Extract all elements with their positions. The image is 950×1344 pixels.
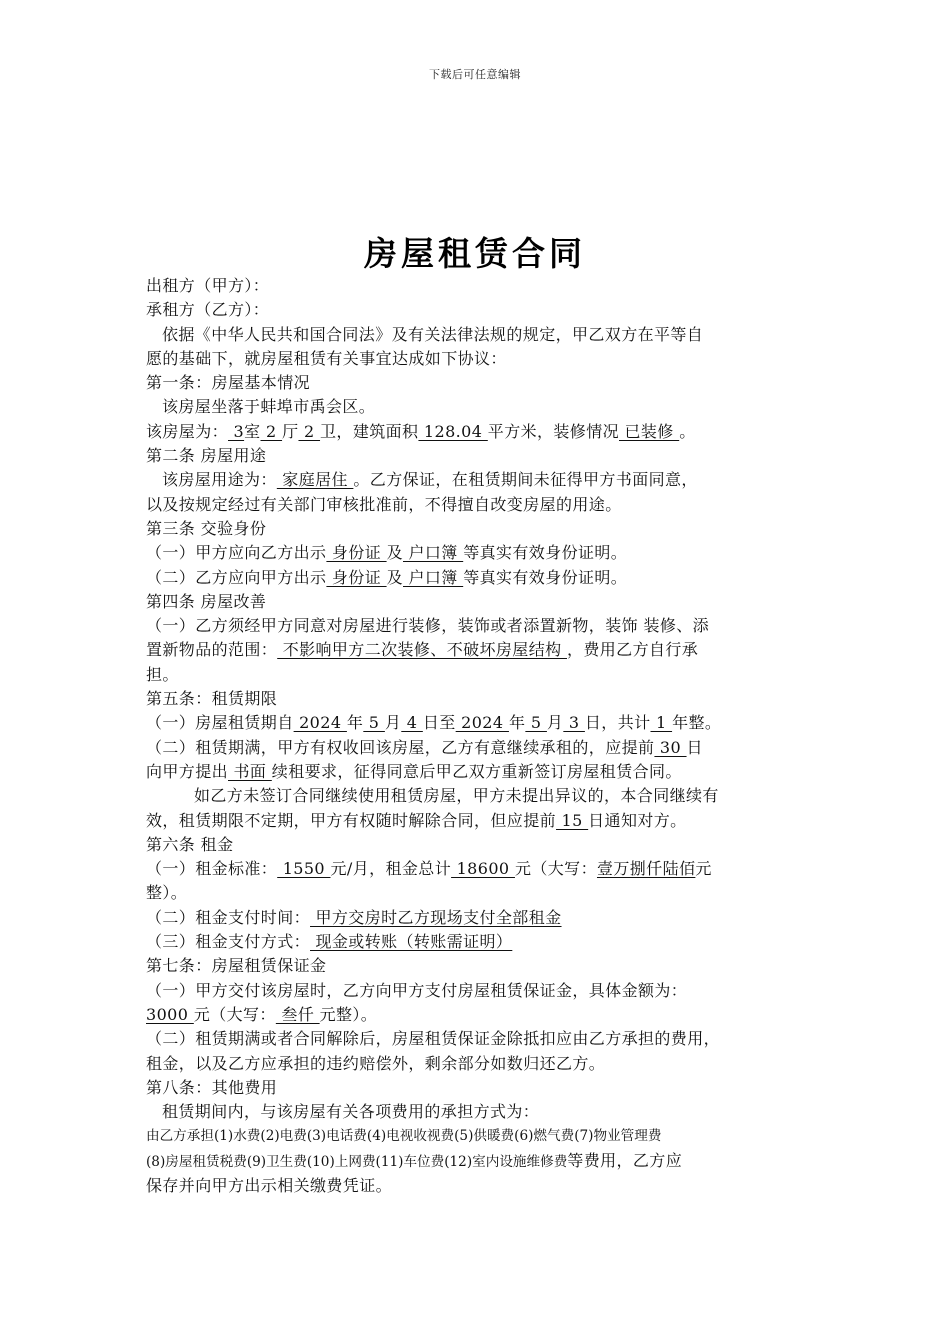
renewal-line-1 [146, 736, 818, 760]
fees-list: (8)房屋租赁税费(9)卫生费(10)上网费(11)车位费(12)室内设施维修费 [146, 1153, 568, 1170]
area-value: 128.04 [418, 421, 488, 441]
deposit-refund-line-2: 租金，以及乙方应承担的违约赔偿外，剩余部分如数归还乙方。 [146, 1053, 606, 1073]
rent-total-words: 壹万捌仟陆佰 [596, 859, 696, 879]
label: 元整）。 [319, 1004, 378, 1024]
label: 续租要求，征得同意后甲乙双方重新签订房屋租赁合同。 [271, 761, 682, 781]
label: （二）租金支付时间： [146, 907, 311, 927]
fees-line-2 [146, 1149, 818, 1174]
article-4-heading: 第四条 房屋改善 [146, 591, 267, 611]
intro-line-1: 依据《中华人民共和国合同法》及有关法律法规的规定，甲乙双方在平等自 [162, 324, 704, 344]
id-doc-2: 户口簿 [403, 543, 464, 563]
label: 年 [346, 713, 364, 733]
usage-line-2: 以及按规定经过有关部门审核批准前，不得擅自改变房屋的用途。 [146, 494, 622, 514]
document-title: 房屋租赁合同 [364, 234, 586, 273]
id-check-a [146, 541, 818, 565]
deposit-words: 叁仟 [275, 1004, 320, 1024]
intro-line-2: 愿的基础下，就房屋租赁有关事宜达成如下协议： [146, 348, 507, 368]
holdover-line-1: 如乙方未签订合同继续使用租赁房屋，甲方未提出异议的，本合同继续有 [194, 786, 719, 806]
label: ，费用乙方自行承 [566, 640, 699, 660]
label: 日通知对方。 [588, 810, 687, 830]
payment-method-line [146, 930, 818, 954]
id-check-b [146, 566, 818, 590]
label: 年整。 [672, 713, 722, 733]
property-location: 该房屋坐落于蚌埠市禹会区。 [162, 397, 376, 417]
label: 元（大写： [514, 859, 597, 879]
label: （二）租赁期满，甲方有权收回该房屋，乙方有意继续承租的，应提前 [146, 737, 655, 757]
label: 置新物品的范围： [146, 640, 278, 660]
label: 平方米，装修情况 [487, 421, 619, 441]
article-6-heading: 第六条 租金 [146, 834, 234, 854]
improvement-line-1: （一）乙方须经甲方同意对房屋进行装修，装饰或者添置新物，装饰 装修、添 [146, 616, 710, 636]
id-doc-1: 身份证 [326, 543, 387, 563]
article-7-heading: 第七条：房屋租赁保证金 [146, 956, 327, 976]
start-month: 5 [363, 713, 385, 733]
id-doc-1: 身份证 [326, 567, 387, 587]
decoration-value: 已装修 [619, 421, 680, 441]
deposit-line-1: （一）甲方交付该房屋时，乙方向甲方支付房屋租赁保证金，具体金额为： [146, 980, 688, 1000]
start-year: 2024 [293, 713, 347, 733]
renewal-line-2 [146, 760, 818, 784]
deposit-refund-line-1: （二）租赁期满或者合同解除后，房屋租赁保证金除抵扣应由乙方承担的费用， [146, 1029, 721, 1049]
party-b-line: 承租方（乙方）： [146, 300, 270, 320]
notice-days: 30 [654, 737, 687, 757]
label: 月 [546, 713, 564, 733]
fees-line-1: 由乙方承担(1)水费(2)电费(3)电话费(4)电视收视费(5)供暖费(6)燃气费(7)物业管理费 [146, 1128, 662, 1145]
label: 年 [508, 713, 526, 733]
label: 元（大写： [193, 1004, 276, 1024]
improvement-line-2 [146, 638, 818, 662]
label: （一）租金标准： [146, 859, 278, 879]
term-years: 1 [650, 713, 673, 733]
label: （二）乙方应向甲方出示 [146, 567, 327, 587]
article-1-heading: 第一条：房屋基本情况 [146, 373, 311, 393]
label: 元 [695, 859, 712, 879]
rent-monthly: 1550 [277, 859, 331, 879]
fees-line-3: 保存并向甲方出示相关缴费凭证。 [146, 1175, 393, 1195]
label: 日，共计 [584, 713, 651, 733]
label: 月 [384, 713, 402, 733]
label: 及 [386, 543, 403, 563]
id-doc-2: 户口簿 [403, 567, 464, 587]
end-month: 5 [525, 713, 547, 733]
deposit-amount: 3000 [146, 1004, 194, 1024]
contract-body [146, 274, 818, 1198]
lease-term-line [146, 711, 818, 735]
deposit-line-2 [146, 1003, 818, 1027]
termination-notice-days: 15 [556, 810, 589, 830]
improvement-scope: 不影响甲方二次装修、不破坏房屋结构 [277, 640, 567, 660]
article-2-heading: 第二条 房屋用途 [146, 446, 267, 466]
payment-time-line [146, 906, 818, 930]
article-5-heading: 第五条：租赁期限 [146, 689, 278, 709]
label: （一）房屋租赁期自 [146, 713, 294, 733]
rooms-value: 3 [228, 421, 245, 441]
halls-value: 2 [260, 421, 283, 441]
article-8-heading: 第八条：其他费用 [146, 1077, 278, 1097]
notice-form: 书面 [228, 761, 272, 781]
holdover-line-2 [146, 809, 818, 833]
label: 元/月，租金总计 [330, 859, 452, 879]
rent-total: 18600 [451, 859, 515, 879]
label: 等费用，乙方应 [567, 1150, 683, 1170]
rent-standard-line-2: 整）。 [146, 883, 188, 903]
label: 。乙方保证，在租赁期间未征得甲方书面同意， [353, 470, 698, 490]
improvement-line-3: 担。 [146, 664, 179, 684]
end-year: 2024 [455, 713, 509, 733]
label: 日至 [422, 713, 456, 733]
fees-intro: 租赁期间内，与该房屋有关各项费用的承担方式为： [162, 1102, 540, 1122]
property-layout-line [146, 420, 818, 444]
label: 。 [679, 421, 696, 441]
usage-line [146, 468, 818, 492]
payment-method: 现金或转账（转账需证明） [310, 932, 513, 952]
label: 该房屋为： [146, 421, 229, 441]
label: 该房屋用途为： [162, 470, 277, 490]
header-note: 下载后可任意编辑 [429, 68, 521, 81]
label: 室 [244, 421, 261, 441]
label: 向甲方提出 [146, 761, 229, 781]
label: 等真实有效身份证明。 [463, 543, 628, 563]
article-3-heading: 第三条 交验身份 [146, 518, 267, 538]
label: 等真实有效身份证明。 [463, 567, 628, 587]
label: 日 [686, 737, 703, 757]
label: 及 [386, 567, 403, 587]
label: 厅 [282, 421, 299, 441]
payment-time: 甲方交房时乙方现场支付全部租金 [310, 907, 562, 927]
label: （三）租金支付方式： [146, 932, 311, 952]
usage-value: 家庭居住 [276, 470, 354, 490]
label: 卫，建筑面积 [320, 421, 419, 441]
baths-value: 2 [298, 421, 321, 441]
party-a-line: 出租方（甲方）： [146, 276, 270, 295]
end-day: 3 [563, 713, 585, 733]
label: 效，租赁期限不定期，甲方有权随时解除合同，但应提前 [146, 810, 557, 830]
rent-standard-line [146, 857, 818, 881]
label: （一）甲方应向乙方出示 [146, 543, 327, 563]
start-day: 4 [401, 713, 423, 733]
